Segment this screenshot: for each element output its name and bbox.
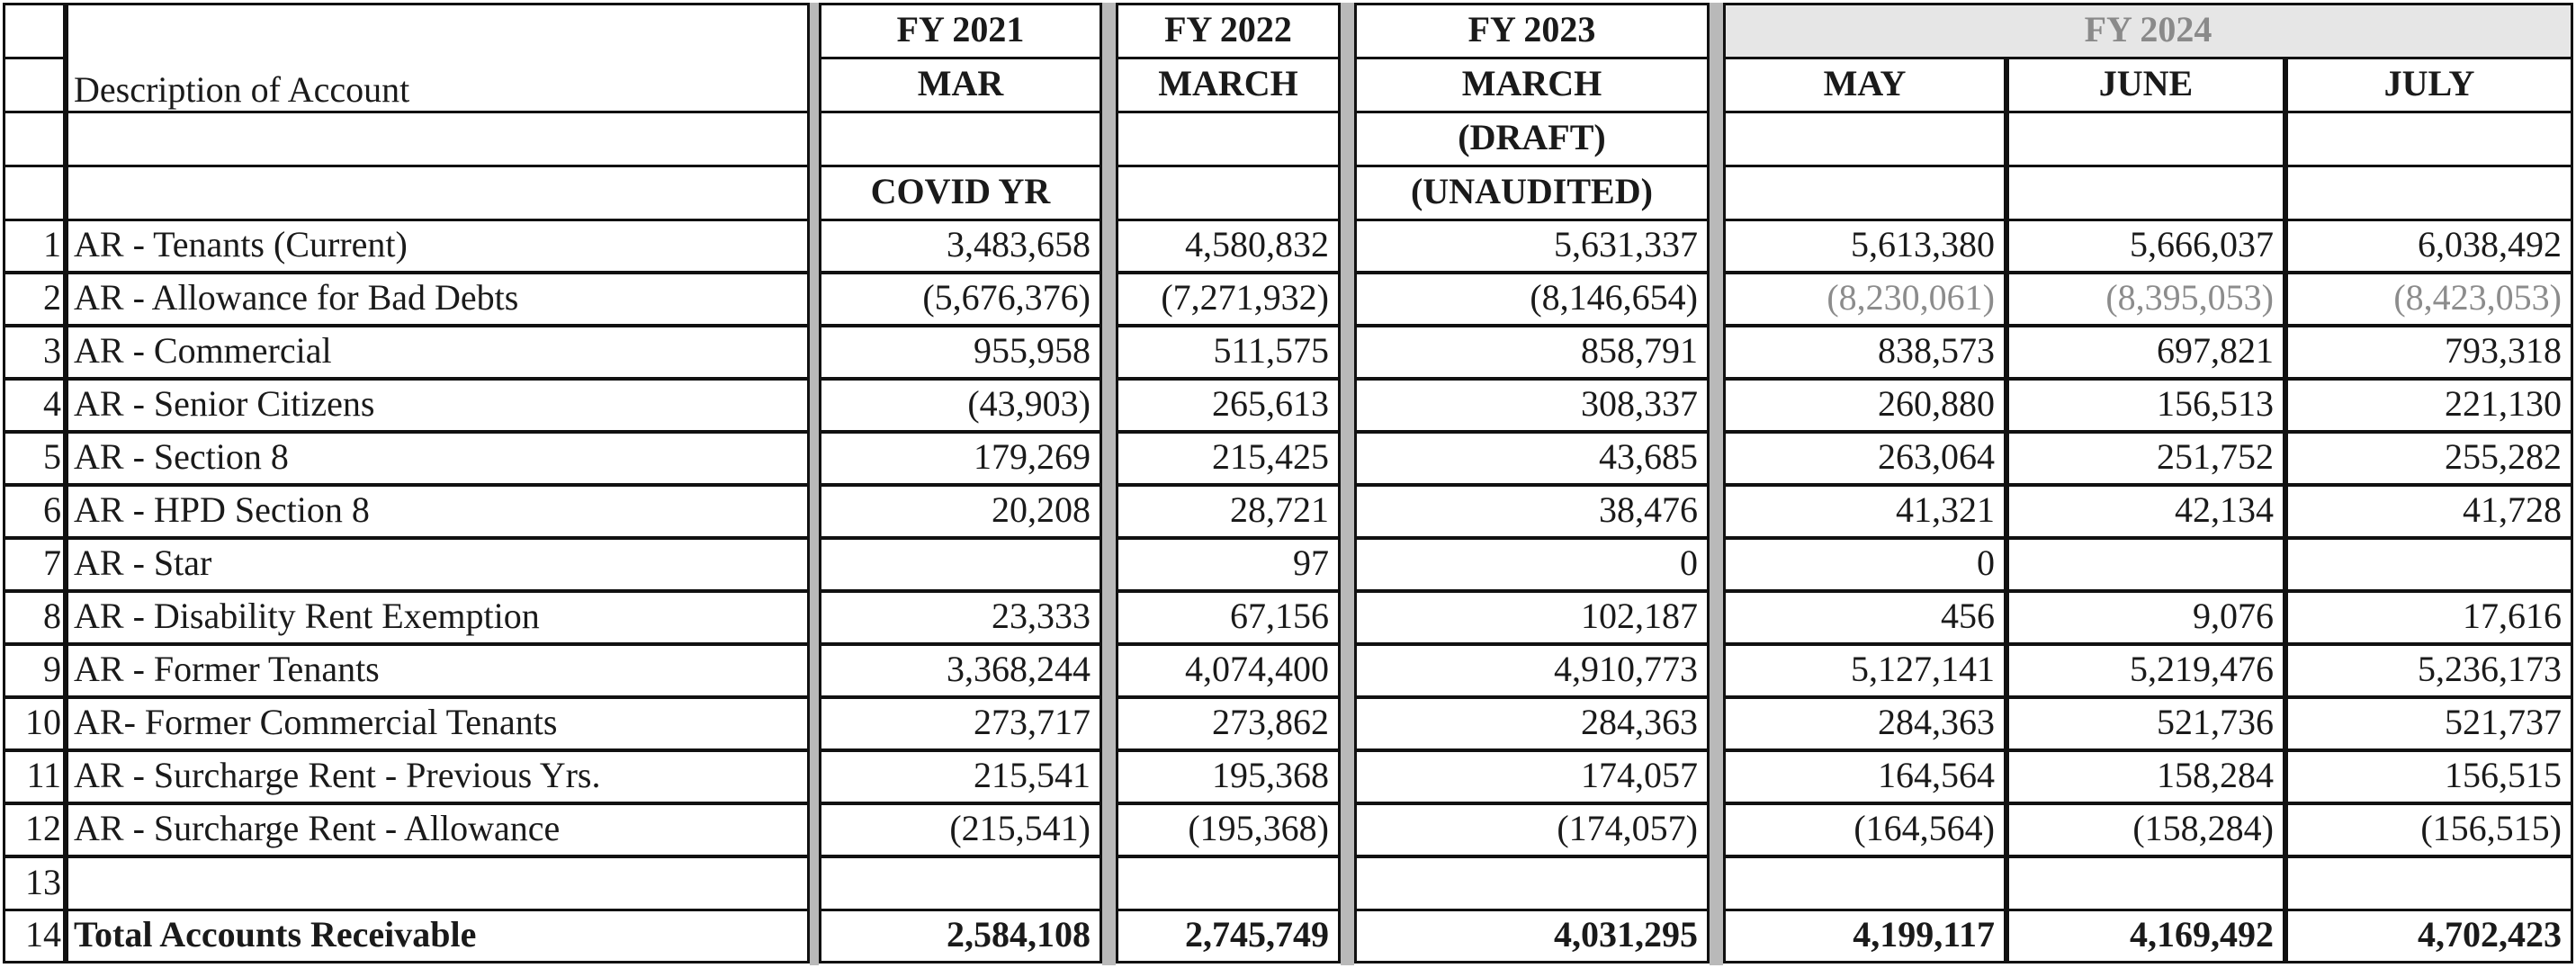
fiscal-year-header: FY 2021 xyxy=(819,3,1102,59)
amount-cell: 5,236,173 xyxy=(2285,643,2573,698)
column-note: (UNAUDITED) xyxy=(1354,165,1710,221)
amount-cell: 697,821 xyxy=(2006,325,2285,380)
row-number: 4 xyxy=(3,378,66,433)
column-note xyxy=(2006,165,2285,221)
row-number: 5 xyxy=(3,431,66,486)
amount-cell: 156,513 xyxy=(2006,378,2285,433)
amount-cell xyxy=(2006,856,2285,912)
row-number: 10 xyxy=(3,696,66,751)
amount-cell: (43,903) xyxy=(819,378,1102,433)
account-label: AR - Allowance for Bad Debts xyxy=(66,272,810,327)
amount-cell: 260,880 xyxy=(1723,378,2006,433)
amount-cell: 5,631,337 xyxy=(1354,219,1710,273)
amount-cell: 4,910,773 xyxy=(1354,643,1710,698)
amount-cell xyxy=(2285,537,2573,592)
amount-cell xyxy=(1116,856,1341,912)
amount-cell xyxy=(1354,856,1710,912)
amount-cell: 195,368 xyxy=(1116,749,1341,804)
account-label: AR - Star xyxy=(66,537,810,592)
amount-cell: 511,575 xyxy=(1116,325,1341,380)
amount-cell: 273,717 xyxy=(819,696,1102,751)
amount-cell: (8,423,053) xyxy=(2285,272,2573,327)
amount-cell: 265,613 xyxy=(1116,378,1341,433)
account-label: AR - Tenants (Current) xyxy=(66,219,810,273)
account-label: AR - Former Tenants xyxy=(66,643,810,698)
amount-cell: 174,057 xyxy=(1354,749,1710,804)
amount-cell: 0 xyxy=(1723,537,2006,592)
amount-cell: 521,736 xyxy=(2006,696,2285,751)
row-number: 11 xyxy=(3,749,66,804)
amount-cell: 42,134 xyxy=(2006,484,2285,539)
account-label: AR- Former Commercial Tenants xyxy=(66,696,810,751)
account-label: AR - Disability Rent Exemption xyxy=(66,590,810,645)
amount-cell: 793,318 xyxy=(2285,325,2573,380)
fy2024-header: FY 2024 xyxy=(1723,3,2573,59)
account-label: AR - Surcharge Rent - Allowance xyxy=(66,802,810,857)
amount-cell: 273,862 xyxy=(1116,696,1341,751)
amount-cell: 838,573 xyxy=(1723,325,2006,380)
amount-cell: 97 xyxy=(1116,537,1341,592)
amount-cell: 251,752 xyxy=(2006,431,2285,486)
amount-cell: 221,130 xyxy=(2285,378,2573,433)
amount-cell: 17,616 xyxy=(2285,590,2573,645)
amount-cell: 215,425 xyxy=(1116,431,1341,486)
amount-cell: 5,666,037 xyxy=(2006,219,2285,273)
amount-cell: 255,282 xyxy=(2285,431,2573,486)
amount-cell: 4,199,117 xyxy=(1723,909,2006,964)
amount-cell: 3,483,658 xyxy=(819,219,1102,273)
amount-cell: (174,057) xyxy=(1354,802,1710,857)
amount-cell: 215,541 xyxy=(819,749,1102,804)
amount-cell: (215,541) xyxy=(819,802,1102,857)
column-note xyxy=(1723,111,2006,167)
amount-cell: 28,721 xyxy=(1116,484,1341,539)
amount-cell: 4,074,400 xyxy=(1116,643,1341,698)
column-group-separator xyxy=(1710,3,1723,965)
amount-cell: 4,580,832 xyxy=(1116,219,1341,273)
amount-cell: 4,031,295 xyxy=(1354,909,1710,964)
amount-cell xyxy=(819,537,1102,592)
row-number-header-cell xyxy=(3,3,66,59)
amount-cell: (195,368) xyxy=(1116,802,1341,857)
row-number-header-cell xyxy=(3,165,66,221)
amount-cell: 41,728 xyxy=(2285,484,2573,539)
amount-cell xyxy=(2285,856,2573,912)
month-header: MAY xyxy=(1723,57,2006,113)
amount-cell: 5,219,476 xyxy=(2006,643,2285,698)
month-header: MARCH xyxy=(1354,57,1710,113)
description-header: Description of Account xyxy=(66,3,810,113)
column-note xyxy=(1116,165,1341,221)
amount-cell: 43,685 xyxy=(1354,431,1710,486)
amount-cell: 263,064 xyxy=(1723,431,2006,486)
row-number: 7 xyxy=(3,537,66,592)
row-number: 8 xyxy=(3,590,66,645)
column-note: (DRAFT) xyxy=(1354,111,1710,167)
amount-cell: 2,584,108 xyxy=(819,909,1102,964)
column-note xyxy=(1116,111,1341,167)
row-number-header-cell xyxy=(3,111,66,167)
amount-cell: (156,515) xyxy=(2285,802,2573,857)
account-label: AR - Surcharge Rent - Previous Yrs. xyxy=(66,749,810,804)
fiscal-year-header: FY 2023 xyxy=(1354,3,1710,59)
amount-cell: (164,564) xyxy=(1723,802,2006,857)
amount-cell: 67,156 xyxy=(1116,590,1341,645)
header-blank-cell xyxy=(66,111,810,167)
row-number: 6 xyxy=(3,484,66,539)
account-label: Total Accounts Receivable xyxy=(66,909,810,964)
amount-cell: (8,146,654) xyxy=(1354,272,1710,327)
column-group-separator xyxy=(1102,3,1116,965)
row-number: 12 xyxy=(3,802,66,857)
amount-cell: 164,564 xyxy=(1723,749,2006,804)
row-number: 2 xyxy=(3,272,66,327)
column-note xyxy=(2006,111,2285,167)
amount-cell: 858,791 xyxy=(1354,325,1710,380)
amount-cell: 308,337 xyxy=(1354,378,1710,433)
row-number: 13 xyxy=(3,856,66,912)
amount-cell: 5,127,141 xyxy=(1723,643,2006,698)
column-note xyxy=(2285,165,2573,221)
account-label xyxy=(66,856,810,912)
amount-cell xyxy=(1723,856,2006,912)
amount-cell: 284,363 xyxy=(1354,696,1710,751)
amount-cell: (8,395,053) xyxy=(2006,272,2285,327)
amount-cell: (7,271,932) xyxy=(1116,272,1341,327)
row-number: 1 xyxy=(3,219,66,273)
amount-cell: (8,230,061) xyxy=(1723,272,2006,327)
amount-cell: 284,363 xyxy=(1723,696,2006,751)
month-header: JUNE xyxy=(2006,57,2285,113)
month-header: JULY xyxy=(2285,57,2573,113)
amount-cell: 3,368,244 xyxy=(819,643,1102,698)
amount-cell: 521,737 xyxy=(2285,696,2573,751)
column-note: COVID YR xyxy=(819,165,1102,221)
amount-cell: 102,187 xyxy=(1354,590,1710,645)
column-note xyxy=(2285,111,2573,167)
account-label: AR - Commercial xyxy=(66,325,810,380)
amount-cell: 0 xyxy=(1354,537,1710,592)
month-header: MARCH xyxy=(1116,57,1341,113)
account-label: AR - HPD Section 8 xyxy=(66,484,810,539)
amount-cell xyxy=(819,856,1102,912)
amount-cell: 179,269 xyxy=(819,431,1102,486)
amount-cell: (158,284) xyxy=(2006,802,2285,857)
amount-cell: 6,038,492 xyxy=(2285,219,2573,273)
fiscal-year-header: FY 2022 xyxy=(1116,3,1341,59)
amount-cell: 38,476 xyxy=(1354,484,1710,539)
account-label: AR - Section 8 xyxy=(66,431,810,486)
amount-cell: 955,958 xyxy=(819,325,1102,380)
amount-cell xyxy=(2006,537,2285,592)
column-group-separator xyxy=(810,3,819,965)
amount-cell: 2,745,749 xyxy=(1116,909,1341,964)
header-blank-cell xyxy=(66,165,810,221)
amount-cell: 156,515 xyxy=(2285,749,2573,804)
row-number: 9 xyxy=(3,643,66,698)
amount-cell: (5,676,376) xyxy=(819,272,1102,327)
amount-cell: 9,076 xyxy=(2006,590,2285,645)
amount-cell: 4,702,423 xyxy=(2285,909,2573,964)
amount-cell: 4,169,492 xyxy=(2006,909,2285,964)
amount-cell: 158,284 xyxy=(2006,749,2285,804)
row-number: 3 xyxy=(3,325,66,380)
month-header: MAR xyxy=(819,57,1102,113)
amount-cell: 456 xyxy=(1723,590,2006,645)
account-label: AR - Senior Citizens xyxy=(66,378,810,433)
amount-cell: 41,321 xyxy=(1723,484,2006,539)
amount-cell: 5,613,380 xyxy=(1723,219,2006,273)
column-group-separator xyxy=(1341,3,1354,965)
amount-cell: 23,333 xyxy=(819,590,1102,645)
column-note xyxy=(819,111,1102,167)
row-number-header-cell xyxy=(3,57,66,113)
row-number: 14 xyxy=(3,909,66,964)
amount-cell: 20,208 xyxy=(819,484,1102,539)
column-note xyxy=(1723,165,2006,221)
